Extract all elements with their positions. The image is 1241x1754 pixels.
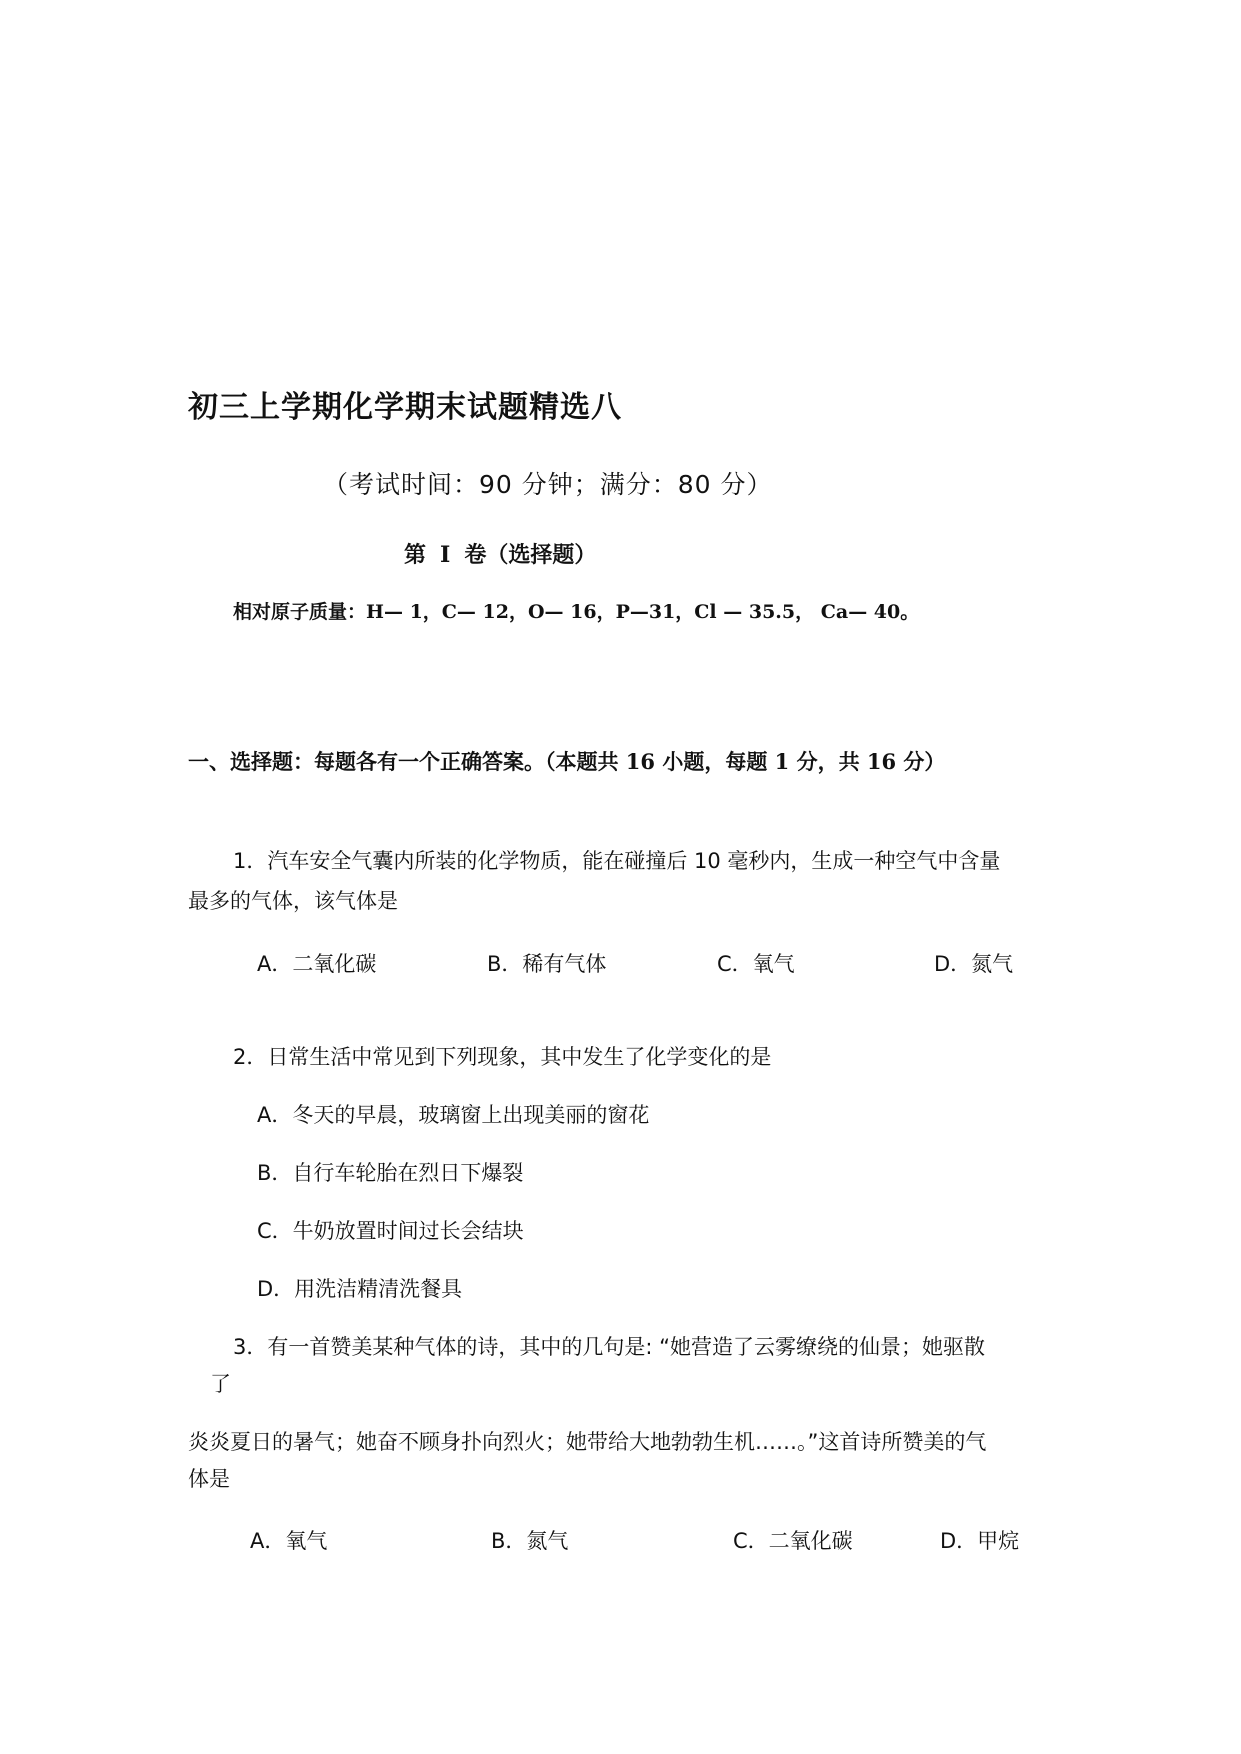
question-3-option-d: D．甲烷 [940,1529,1020,1553]
part-one-heading: 一、选择题：每题各有一个正确答案。（本题共 16 小题，每题 1 分，共 16 分） [188,749,946,774]
exam-time-and-score: （考试时间：90 分钟；满分：80 分） [323,470,773,499]
relative-atomic-masses: 相对原子质量：H— 1，C— 12，O— 16，P—31，Cl — 35.5， Ca— 40。 [233,601,920,623]
volume-roman-numeral: Ⅰ [440,542,451,568]
question-3-option-a: A．氧气 [250,1529,328,1553]
question-3-line-1-wrap: 了 [210,1372,231,1396]
volume-prefix: 第 [404,542,427,568]
question-2-option-a: A．冬天的早晨，玻璃窗上出现美丽的窗花 [257,1103,650,1127]
question-3-option-c: C．二氧化碳 [733,1529,853,1553]
question-2-line-1: 2．日常生活中常见到下列现象，其中发生了化学变化的是 [233,1045,772,1069]
volume-suffix: 卷（选择题） [464,542,597,568]
question-1-option-c: C．氧气 [717,952,795,976]
question-2-option-d: D．用洗洁精清洗餐具 [257,1277,463,1301]
question-2-option-b: B．自行车轮胎在烈日下爆裂 [257,1161,524,1185]
question-3-line-2: 炎炎夏日的暑气；她奋不顾身扑向烈火；她带给大地勃勃生机……。”这首诗所赞美的气 [188,1430,987,1454]
exam-title: 初三上学期化学期末试题精选八 [188,390,622,425]
question-3-line-1: 3．有一首赞美某种气体的诗，其中的几句是: “她营造了云雾缭绕的仙景；她驱散 [233,1335,985,1359]
question-1-option-d: D．氮气 [934,952,1014,976]
question-2-option-c: C．牛奶放置时间过长会结块 [257,1219,524,1243]
question-3-line-3: 体是 [188,1467,230,1491]
question-1-option-a: A．二氧化碳 [257,952,377,976]
volume-label [404,538,596,569]
question-1-option-b: B．稀有气体 [487,952,607,976]
question-1-line-1: 1．汽车安全气囊内所装的化学物质，能在碰撞后 10 毫秒内，生成一种空气中含量 [233,849,1001,873]
question-3-option-b: B．氮气 [491,1529,569,1553]
question-1-line-2: 最多的气体，该气体是 [188,889,398,913]
